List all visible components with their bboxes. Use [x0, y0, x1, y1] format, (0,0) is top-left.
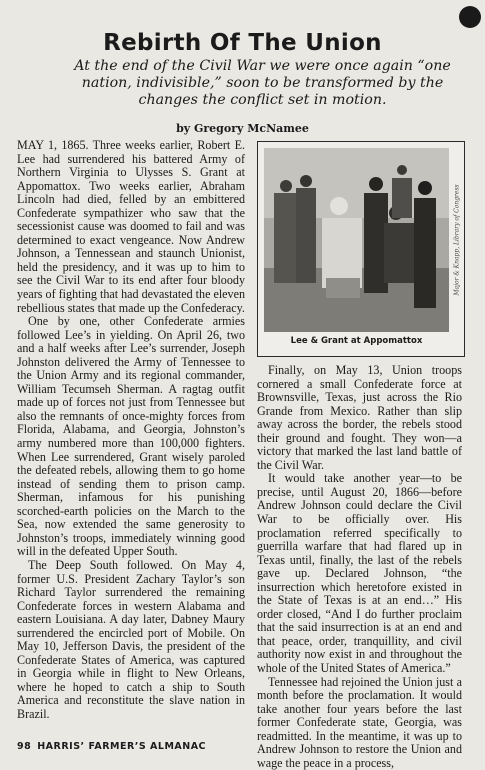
photo-credit: Major & Knapp, Library of Congress [453, 184, 461, 296]
paragraph: Tennessee had rejoined the Union just a month before the proclamation. It would take another four years before the last former Confederate state, Georgia, was readmitted. In the meantime, it was up to Andrew Johnson to restore the Union and wage the peace in a process, [257, 674, 462, 770]
paragraph: MAY 1, 1865. Three weeks earlier, Robert E. Lee had surrendered his battered Army of Northern Virginia to Ulysses S. Grant at Appomattox. Two weeks earlier, Abraham Lincoln had died, felled by an embittered Confederate sympathizer who saw that the secessionist cause was doomed to fail and was determined to exact vengeance. Now Andrew Johnson, a Tennessean and staunch Unionist, held the presidency, and it was up to him to see the Civil War to its end after four bloody years of fighting that had devastated the eleven rebellious states that made up the Confederacy. [17, 138, 246, 315]
paragraph: One by one, other Confederate armies followed Lee’s in yielding. On April 26, two and a half weeks after Lee’s surrender, Joseph Johnston delivered the Army of Tennessee to the Union Army and its regional commander, William Tecumseh Sherman. A ragtag outfit made up of forces not just from Tennessee but also the remnants of once-mighty forces from Florida, Alabama, and Georgia, Johnston’s army numbered more than 100,000 fighters. When Lee surrendered, Grant wisely paroled the defeated rebels, allowing them to go home instead of sending them to prison camp. Sherman, infamous for his punishing scorched-earth policies on the March to the Sea, now extended the same generosity to Johnston’s troops, immediately winning good will in the defeated Upper South. [17, 314, 245, 559]
page-footer [17, 741, 206, 752]
publication-name: HARRIS’ FARMER’S ALMANAC [37, 741, 207, 752]
article-subtitle: At the end of the Civil War we were once again “one nation, indivisible,” soon to be transformed by the changes the conflict set in motion. [74, 58, 451, 108]
paragraph: Finally, on May 13, Union troops cornered a small Confederate force at Brownsville, Texas, just across the Rio Grande from Mexico. Rather than slip away across the border, the rebels stood their ground and fought. They won—a victory that marked the last land battle of the Civil War. [257, 363, 462, 472]
photo-caption: Lee & Grant at Appomattox [290, 336, 423, 346]
article-byline: by Gregory McNamee [176, 122, 309, 135]
page-number: 98 [17, 741, 32, 752]
article-title: Rebirth Of The Union [103, 30, 382, 56]
left-column [17, 139, 245, 722]
paragraph: The Deep South followed. On May 4, former U.S. President Zachary Taylor’s son Richard Taylor surrendered the remaining Confederate forces in western Alabama and eastern Louisiana. A day later, Dabney Maury surrendered the encircled port of Mobile. On May 10, Jefferson Davis, the president of the Confederate States of America, was captured in Georgia while in flight to New Orleans, where he hoped to catch a ship to South America and reconstitute the slave nation in Brazil. [17, 557, 245, 721]
photo-figure [257, 141, 465, 357]
binder-hole [459, 6, 481, 28]
engraving-image [264, 148, 449, 332]
right-column [257, 364, 462, 770]
paragraph: It would take another year—to be precise, until August 20, 1866—before Andrew Johnson could declare the Civil War to be officially over. His proclamation referred specifically to guerrilla warfare that had flared up in Texas until, finally, the last of the rebels gave up. Declared Johnson, “the insurrection which heretofore existed in the State of Texas is at an end…” His order closed, “And I do further proclaim that the said insurrection is at an end and that peace, order, tranquillity, and civil authority now exist in and throughout the whole of the United States of America.” [257, 471, 462, 676]
